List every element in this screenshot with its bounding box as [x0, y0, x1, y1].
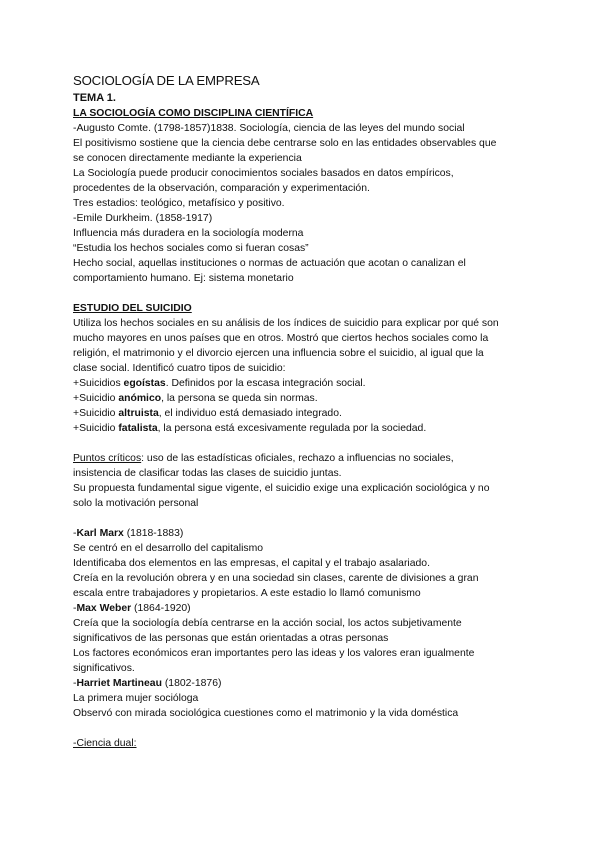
tema-heading: TEMA 1.	[73, 92, 116, 104]
paragraph-line: se conocen directamente mediante la experiencia	[73, 153, 302, 164]
author-dates: (1802-1876)	[161, 678, 222, 689]
bullet-text: , la persona está excesivamente regulada por la sociedad.	[157, 423, 427, 434]
paragraph-line: Hecho social, aquellas instituciones o normas de actuación que acotan o canalizan el	[73, 258, 466, 269]
author-dates: (1864-1920)	[131, 603, 191, 614]
spacer	[73, 511, 543, 526]
paragraph-line: Utiliza los hechos sociales en su análisis de los índices de suicidio para explicar por qué son	[73, 318, 499, 329]
bullet-text: , la persona se queda sin normas.	[161, 393, 318, 404]
section-heading-sociologia: LA SOCIOLOGÍA COMO DISCIPLINA CIENTÍFICA	[73, 108, 314, 119]
bullet-prefix: +Suicidio	[73, 423, 119, 434]
paragraph-line: La primera mujer socióloga	[73, 693, 199, 704]
document-title: SOCIOLOGÍA DE LA EMPRESA	[73, 73, 260, 88]
spacer	[73, 286, 543, 301]
section-heading-ciencia-dual: -Ciencia dual:	[73, 738, 137, 749]
author-dates: (1818-1883)	[123, 528, 184, 539]
bullet-term: egoístas	[123, 378, 166, 389]
bullet-text: , el individuo está demasiado integrado.	[158, 408, 342, 419]
author-name: Harriet Martineau	[76, 678, 162, 689]
dash: -	[73, 603, 77, 614]
section-heading-suicidio: ESTUDIO DEL SUICIDIO	[73, 303, 192, 314]
paragraph-line: “Estudia los hechos sociales como si fueran cosas”	[73, 243, 309, 254]
paragraph-line: clase social. Identificó cuatro tipos de suicidio:	[73, 363, 286, 374]
suicide-type-anomico	[73, 391, 543, 406]
dash: -	[73, 678, 77, 689]
bullet-term: anómico	[118, 393, 162, 404]
paragraph-line: Creía que la sociología debía centrarse en la acción social, los actos subjetivamente	[73, 618, 462, 629]
paragraph-line: solo la motivación personal	[73, 498, 199, 509]
spacer	[73, 721, 543, 736]
suicide-type-egoista	[73, 376, 543, 391]
paragraph-line: Su propuesta fundamental sigue vigente, el suicidio exige una explicación sociológica y no	[73, 483, 490, 494]
paragraph-line: Identificaba dos elementos en las empresas, el capital y el trabajo asalariado.	[73, 558, 430, 569]
paragraph-line: La Sociología puede producir conocimientos sociales basados en datos empíricos,	[73, 168, 454, 179]
author-name: Karl Marx	[76, 528, 124, 539]
suicide-type-altruista	[73, 406, 543, 421]
paragraph-line: Observó con mirada sociológica cuestiones como el matrimonio y la vida doméstica	[73, 708, 459, 719]
critical-points-line	[73, 451, 543, 466]
document-body	[73, 73, 543, 751]
paragraph-line: comportamiento humano. Ej: sistema monetario	[73, 273, 294, 284]
critical-points-label: Puntos críticos	[73, 453, 142, 464]
paragraph-line: procedentes de la observación, comparación y experimentación.	[73, 183, 370, 194]
paragraph-line: -Emile Durkheim. (1858-1917)	[73, 213, 213, 224]
paragraph-line: Creía en la revolución obrera y en una sociedad sin clases, carente de divisiones a gran	[73, 573, 479, 584]
paragraph-line: Los factores económicos eran importantes pero las ideas y los valores eran igualmente	[73, 648, 475, 659]
paragraph-line: Influencia más duradera en la sociología moderna	[73, 228, 304, 239]
author-weber	[73, 601, 543, 616]
paragraph-line: El positivismo sostiene que la ciencia debe centrarse solo en las entidades observables que	[73, 138, 497, 149]
paragraph-line: significativos.	[73, 663, 135, 674]
critical-points-text: : uso de las estadísticas oficiales, rechazo a influencias no sociales,	[141, 453, 454, 464]
bullet-term: altruista	[118, 408, 159, 419]
paragraph-line: significativos de las personas que están orientadas a otras personas	[73, 633, 389, 644]
paragraph-line: religión, el matrimonio y el divorcio ejercen una influencia sobre el suicidio, al igual que la	[73, 348, 484, 359]
paragraph-line: -Augusto Comte. (1798-1857)1838. Sociología, ciencia de las leyes del mundo social	[73, 123, 465, 134]
bullet-prefix: +Suicidio	[73, 408, 119, 419]
bullet-term: fatalista	[118, 423, 158, 434]
suicide-type-fatalista	[73, 421, 543, 436]
author-name: Max Weber	[76, 603, 132, 614]
author-martineau	[73, 676, 543, 691]
spacer	[73, 436, 543, 451]
paragraph-line: Tres estadios: teológico, metafísico y positivo.	[73, 198, 285, 209]
bullet-prefix: +Suicidio	[73, 393, 119, 404]
paragraph-line: Se centró en el desarrollo del capitalismo	[73, 543, 264, 554]
paragraph-line: insistencia de clasificar todas las clases de suicidio juntas.	[73, 468, 342, 479]
bullet-prefix: +Suicidios	[73, 378, 124, 389]
paragraph-line: mucho mayores en unos países que en otros. Mostró que ciertos hechos sociales como la	[73, 333, 489, 344]
paragraph-line: escala entre trabajadores y propietarios. A este estadio lo llamó comunismo	[73, 588, 421, 599]
bullet-text: . Definidos por la escasa integración social.	[165, 378, 366, 389]
dash: -	[73, 528, 77, 539]
author-marx	[73, 526, 543, 541]
